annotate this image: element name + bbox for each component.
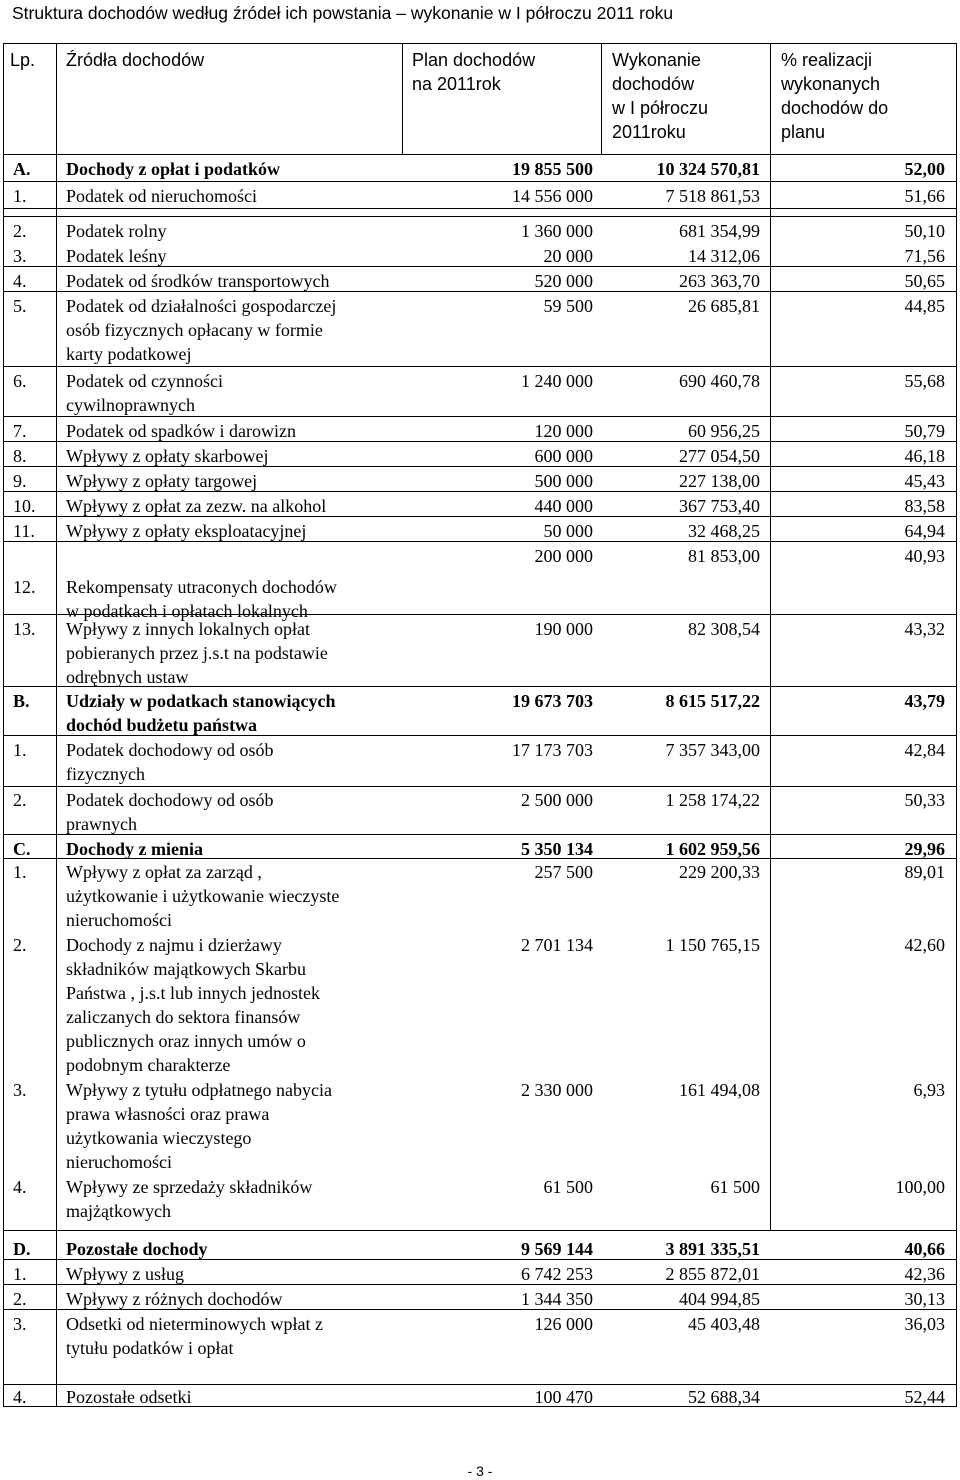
cell-percent: 42,60 bbox=[904, 935, 945, 955]
cell-plan: 5 350 134 bbox=[521, 839, 593, 859]
cell-percent: 29,96 bbox=[904, 839, 945, 859]
cell-lp: 11. bbox=[13, 521, 35, 541]
cell-lp: 3. bbox=[13, 1314, 27, 1334]
cell-plan: 190 000 bbox=[534, 619, 593, 639]
cell-lp: B. bbox=[13, 691, 30, 711]
cell-percent: 71,56 bbox=[904, 246, 945, 266]
cell-percent: 42,36 bbox=[904, 1264, 945, 1284]
cell-lp: 1. bbox=[13, 1264, 27, 1284]
cell-percent: 50,65 bbox=[904, 271, 945, 291]
cell-plan: 1 240 000 bbox=[521, 371, 593, 391]
cell-plan: 600 000 bbox=[534, 446, 593, 466]
cell-plan: 2 701 134 bbox=[521, 935, 593, 955]
cell-lp: 2. bbox=[13, 221, 27, 241]
cell-source: Wpływy z opłat za zarząd , użytkowanie i użytkowanie wieczyste nieruchomości bbox=[66, 862, 340, 930]
cell-execution: 45 403,48 bbox=[688, 1314, 760, 1334]
cell-percent: 43,79 bbox=[904, 691, 945, 711]
cell-plan: 19 673 703 bbox=[512, 691, 593, 711]
cell-lp: 1. bbox=[13, 740, 27, 760]
cell-execution: 3 891 335,51 bbox=[665, 1239, 760, 1259]
cell-execution: 1 602 959,56 bbox=[665, 839, 760, 859]
cell-lp: D. bbox=[13, 1239, 31, 1259]
cell-plan: 9 569 144 bbox=[521, 1239, 593, 1259]
row-divider bbox=[3, 786, 957, 787]
header-lp: Lp. bbox=[10, 50, 36, 70]
cell-percent: 43,32 bbox=[904, 619, 945, 639]
cell-source: Podatek dochodowy od osób prawnych bbox=[66, 790, 274, 834]
cell-execution: 161 494,08 bbox=[679, 1080, 760, 1100]
cell-execution: 81 853,00 bbox=[688, 546, 760, 566]
cell-plan: 19 855 500 bbox=[512, 159, 593, 179]
cell-execution: 690 460,78 bbox=[679, 371, 760, 391]
header-plan: Plan dochodów na 2011rok bbox=[412, 50, 536, 94]
cell-lp: 4. bbox=[13, 1177, 27, 1197]
cell-lp: 6. bbox=[13, 371, 27, 391]
cell-plan: 14 556 000 bbox=[512, 186, 593, 206]
column-divider bbox=[601, 43, 602, 154]
cell-source: Podatek od spadków i darowizn bbox=[66, 421, 296, 441]
cell-execution: 7 518 861,53 bbox=[665, 186, 760, 206]
cell-lp: 3. bbox=[13, 1080, 27, 1100]
cell-lp: 3. bbox=[13, 246, 27, 266]
cell-source: Wpływy z opłaty skarbowej bbox=[66, 446, 269, 466]
cell-source: Odsetki od nieterminowych wpłat z tytułu podatków i opłat bbox=[66, 1314, 323, 1358]
cell-percent: 50,10 bbox=[904, 221, 945, 241]
cell-percent: 36,03 bbox=[904, 1314, 945, 1334]
cell-lp: 2. bbox=[13, 1289, 27, 1309]
cell-lp: 5. bbox=[13, 296, 27, 316]
cell-source: Dochody z opłat i podatków bbox=[66, 159, 281, 179]
cell-execution: 263 363,70 bbox=[679, 271, 760, 291]
row-divider bbox=[3, 208, 957, 209]
cell-percent: 51,66 bbox=[904, 186, 945, 206]
cell-execution: 10 324 570,81 bbox=[656, 159, 760, 179]
cell-plan: 520 000 bbox=[534, 271, 593, 291]
cell-plan: 59 500 bbox=[543, 296, 593, 316]
cell-percent: 89,01 bbox=[904, 862, 945, 882]
cell-percent: 83,58 bbox=[904, 496, 945, 516]
cell-plan: 440 000 bbox=[534, 496, 593, 516]
page-number: - 3 - bbox=[467, 1463, 493, 1479]
cell-plan: 50 000 bbox=[543, 521, 593, 541]
cell-source: Wpływy z opłaty eksploatacyjnej bbox=[66, 521, 307, 541]
cell-lp: 2. bbox=[13, 935, 27, 955]
cell-execution: 277 054,50 bbox=[679, 446, 760, 466]
cell-plan: 100 470 bbox=[534, 1387, 593, 1407]
cell-execution: 2 855 872,01 bbox=[665, 1264, 760, 1284]
cell-source: Rekompensaty utraconych dochodów w podatkach i opłatach lokalnych bbox=[66, 577, 337, 621]
cell-percent: 52,00 bbox=[904, 159, 945, 179]
cell-plan: 20 000 bbox=[543, 246, 593, 266]
cell-lp: 13. bbox=[13, 619, 36, 639]
row-divider bbox=[3, 366, 957, 367]
cell-source: Pozostałe dochody bbox=[66, 1239, 208, 1259]
cell-lp: 7. bbox=[13, 421, 27, 441]
cell-percent: 50,79 bbox=[904, 421, 945, 441]
cell-source: Podatek od środków transportowych bbox=[66, 271, 330, 291]
cell-execution: 60 956,25 bbox=[688, 421, 760, 441]
cell-source: Wpływy ze sprzedaży składników majżątkowych bbox=[66, 1177, 313, 1221]
cell-execution: 82 308,54 bbox=[688, 619, 760, 639]
cell-execution: 227 138,00 bbox=[679, 471, 760, 491]
cell-lp: C. bbox=[13, 839, 31, 859]
header-execution: Wykonanie dochodów w I półroczu 2011roku bbox=[612, 50, 709, 142]
cell-percent: 64,94 bbox=[904, 521, 945, 541]
row-divider bbox=[3, 216, 957, 217]
cell-lp: 9. bbox=[13, 471, 27, 491]
cell-plan: 61 500 bbox=[543, 1177, 593, 1197]
header-source: Źródła dochodów bbox=[66, 50, 205, 70]
cell-plan: 2 330 000 bbox=[521, 1080, 593, 1100]
cell-source: Dochody z najmu i dzierżawy składników majątkowych Skarbu Państwa , j.s.t lub innych jednostek zaliczanych do sektora finansów publicznych oraz innych umów o podobnym charakterze bbox=[66, 935, 320, 1075]
cell-percent: 46,18 bbox=[904, 446, 945, 466]
cell-plan: 200 000 bbox=[534, 546, 593, 566]
cell-source: Wpływy z usług bbox=[66, 1264, 184, 1284]
cell-lp: 8. bbox=[13, 446, 27, 466]
cell-percent: 44,85 bbox=[904, 296, 945, 316]
cell-source: Podatek rolny bbox=[66, 221, 167, 241]
cell-plan: 1 360 000 bbox=[521, 221, 593, 241]
cell-execution: 7 357 343,00 bbox=[665, 740, 760, 760]
cell-plan: 120 000 bbox=[534, 421, 593, 441]
cell-plan: 1 344 350 bbox=[521, 1289, 593, 1309]
cell-source: Dochody z mienia bbox=[66, 839, 203, 859]
cell-percent: 40,66 bbox=[904, 1239, 945, 1259]
row-divider bbox=[3, 181, 957, 182]
cell-lp: 4. bbox=[13, 1387, 27, 1407]
cell-lp: 1. bbox=[13, 186, 27, 206]
cell-percent: 6,93 bbox=[913, 1080, 945, 1100]
row-divider bbox=[3, 1230, 957, 1231]
column-divider bbox=[770, 43, 771, 1230]
cell-execution: 1 150 765,15 bbox=[665, 935, 760, 955]
page-title: Struktura dochodów według źródeł ich powstania – wykonanie w I półroczu 2011 roku bbox=[12, 3, 674, 23]
cell-execution: 8 615 517,22 bbox=[665, 691, 760, 711]
cell-percent: 45,43 bbox=[904, 471, 945, 491]
cell-lp: 1. bbox=[13, 862, 27, 882]
cell-lp: A. bbox=[13, 159, 31, 179]
cell-lp: 12. bbox=[13, 577, 36, 597]
cell-execution: 52 688,34 bbox=[688, 1387, 760, 1407]
cell-execution: 404 994,85 bbox=[679, 1289, 760, 1309]
cell-lp: 10. bbox=[13, 496, 36, 516]
column-divider bbox=[402, 43, 403, 154]
cell-execution: 32 468,25 bbox=[688, 521, 760, 541]
cell-percent: 55,68 bbox=[904, 371, 945, 391]
cell-lp: 4. bbox=[13, 271, 27, 291]
cell-execution: 61 500 bbox=[710, 1177, 760, 1197]
cell-source: Wpływy z tytułu odpłatnego nabycia prawa własności oraz prawa użytkowania wieczystego nieruchomości bbox=[66, 1080, 332, 1172]
cell-execution: 26 685,81 bbox=[688, 296, 760, 316]
cell-percent: 100,00 bbox=[895, 1177, 945, 1197]
row-divider bbox=[3, 154, 957, 155]
cell-lp: 2. bbox=[13, 790, 27, 810]
column-divider bbox=[56, 43, 57, 1407]
cell-plan: 500 000 bbox=[534, 471, 593, 491]
cell-source: Wpływy z innych lokalnych opłat pobieranych przez j.s.t na podstawie odrębnych ustaw bbox=[66, 619, 328, 687]
cell-percent: 30,13 bbox=[904, 1289, 945, 1309]
header-percent: % realizacji wykonanych dochodów do planu bbox=[781, 50, 889, 142]
cell-source: Podatek dochodowy od osób fizycznych bbox=[66, 740, 274, 784]
cell-execution: 14 312,06 bbox=[688, 246, 760, 266]
cell-source: Podatek od czynności cywilnoprawnych bbox=[66, 371, 223, 415]
cell-plan: 17 173 703 bbox=[512, 740, 593, 760]
cell-execution: 681 354,99 bbox=[679, 221, 760, 241]
cell-source: Pozostałe odsetki bbox=[66, 1387, 192, 1407]
cell-execution: 367 753,40 bbox=[679, 496, 760, 516]
cell-source: Podatek od działalności gospodarczej osób fizycznych opłacany w formie karty podatkowej bbox=[66, 296, 337, 364]
cell-source: Udziały w podatkach stanowiących dochód budżetu państwa bbox=[66, 691, 336, 735]
cell-source: Wpływy z opłaty targowej bbox=[66, 471, 258, 491]
cell-percent: 50,33 bbox=[904, 790, 945, 810]
cell-plan: 126 000 bbox=[534, 1314, 593, 1334]
cell-percent: 40,93 bbox=[904, 546, 945, 566]
cell-plan: 6 742 253 bbox=[521, 1264, 593, 1284]
cell-plan: 2 500 000 bbox=[521, 790, 593, 810]
cell-source: Podatek leśny bbox=[66, 246, 167, 266]
cell-execution: 229 200,33 bbox=[679, 862, 760, 882]
cell-percent: 42,84 bbox=[904, 740, 945, 760]
cell-source: Wpływy z opłat za zezw. na alkohol bbox=[66, 496, 327, 516]
cell-plan: 257 500 bbox=[534, 862, 593, 882]
cell-execution: 1 258 174,22 bbox=[665, 790, 760, 810]
cell-percent: 52,44 bbox=[904, 1387, 945, 1407]
cell-source: Wpływy z różnych dochodów bbox=[66, 1289, 283, 1309]
cell-source: Podatek od nieruchomości bbox=[66, 186, 257, 206]
